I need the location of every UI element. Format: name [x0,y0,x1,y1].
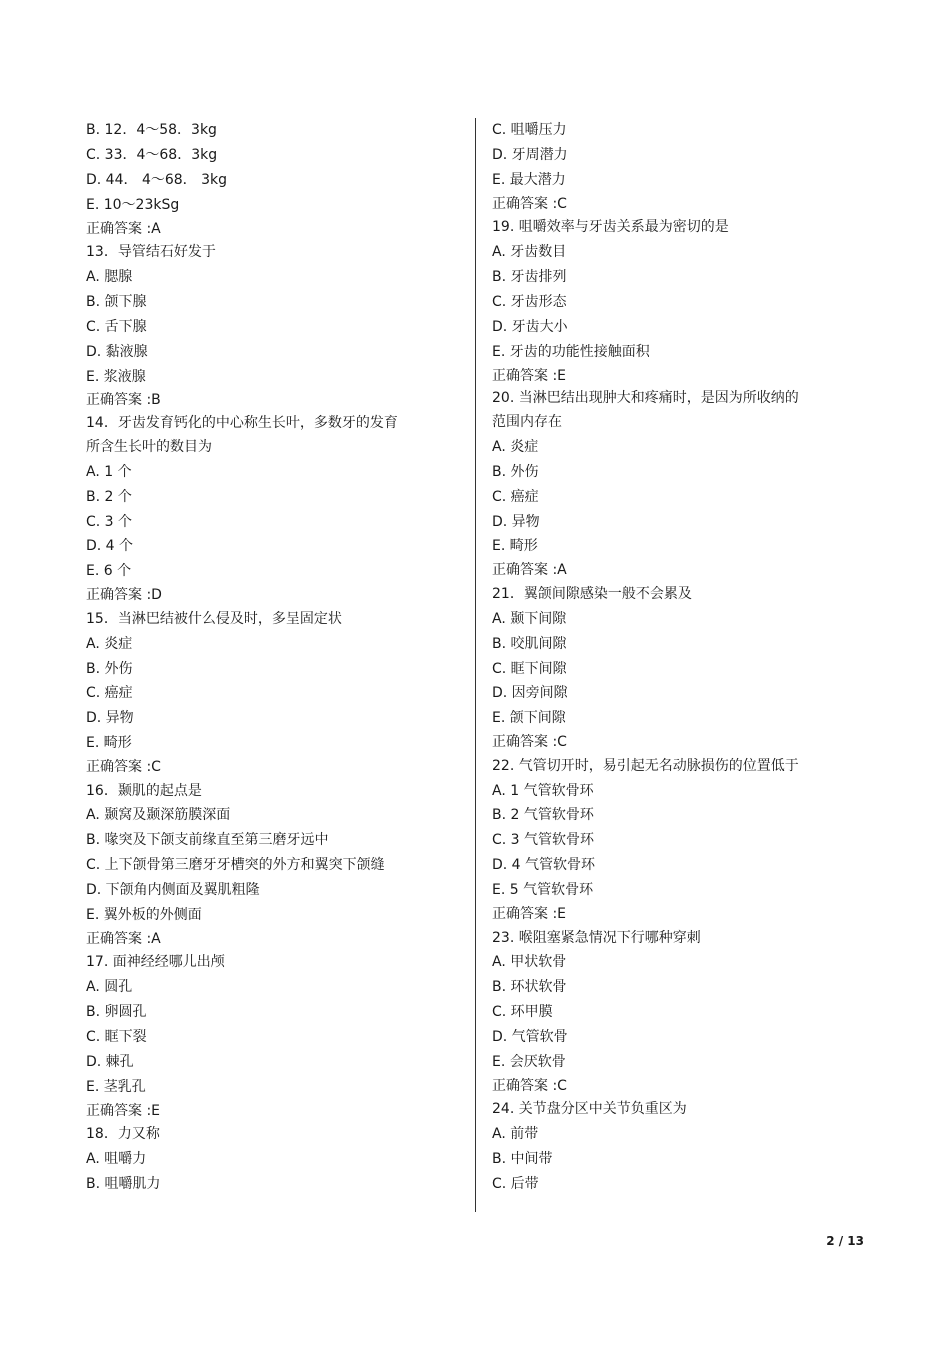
question-line: 21．翼颌间隙感染一般不会累及 [492,585,692,602]
answer-line: 正确答案 :C [492,195,567,212]
option-line: B. 12．4～58．3kg [86,122,217,138]
option-line: E. 5 气管软骨环 [492,882,594,899]
option-line: C. 舌下腺 [86,318,147,335]
option-line: B. 牙齿排列 [492,268,567,285]
option-line: C. 3 气管软骨环 [492,832,595,849]
option-line: E. 10～23kSg [86,196,180,213]
option-line: D. 黏液腺 [86,343,148,360]
question-line: 17. 面神经经哪儿出颅 [86,954,225,971]
option-line: A. 圆孔 [86,979,133,996]
answer-line: 正确答案 :A [86,220,161,237]
option-line: A. 颞下间隙 [492,610,567,627]
option-line: C. 33．4～68．3kg [86,146,218,163]
question-line: 16．颞肌的起点是 [86,782,202,799]
option-line: A. 前带 [492,1126,539,1143]
answer-line: 正确答案 :C [86,759,161,776]
option-line: C. 眶下间隙 [492,660,567,677]
option-line: B. 2 个 [86,488,132,505]
answer-line: 正确答案 :B [86,392,161,409]
option-line: D. 因旁间隙 [492,685,568,702]
option-line: D. 气管软骨 [492,1029,568,1046]
question-line: 24. 关节盘分区中关节负重区为 [492,1101,687,1118]
option-line: C. 癌症 [86,685,133,702]
option-line: A. 1 个 [86,463,132,480]
option-line: D. 4 个 [86,538,134,555]
answer-line: 正确答案 :D [86,587,162,604]
question-line: 所含生长叶的数目为 [86,438,212,455]
option-line: B. 咬肌间隙 [492,635,567,652]
column-divider [475,118,476,1212]
option-line: A. 炎症 [86,635,133,652]
option-line: B. 2 气管软骨环 [492,807,594,824]
option-line: A. 咀嚼力 [86,1151,147,1168]
option-line: D. 4 气管软骨环 [492,857,596,874]
option-line: C. 牙齿形态 [492,293,567,310]
option-line: A. 炎症 [492,438,539,455]
answer-line: 正确答案 :C [492,1077,567,1094]
option-line: C. 3 个 [86,513,133,530]
option-line: B. 环状软骨 [492,979,567,996]
option-line: C. 癌症 [492,488,539,505]
option-line: C. 上下颌骨第三磨牙牙槽突的外方和翼突下颌缝 [86,857,385,874]
question-line: 13．导管结石好发于 [86,244,216,261]
question-line: 18．力又称 [86,1126,160,1143]
option-line: B. 中间带 [492,1151,553,1168]
option-line: D. 牙周潜力 [492,146,568,163]
right-column [492,118,862,1197]
option-line: E. 最大潜力 [492,171,566,188]
option-line: E. 畸形 [86,735,132,752]
option-line: B. 颌下腺 [86,293,147,310]
answer-line: 正确答案 :E [492,367,567,384]
option-line: B. 咀嚼肌力 [86,1176,161,1193]
answer-line: 正确答案 :E [86,1102,161,1119]
option-line: A. 腮腺 [86,268,133,285]
option-line: E. 会厌软骨 [492,1054,566,1070]
page-number: 2 / 13 [826,1234,864,1248]
option-line: B. 喙突及下颌支前缘直至第三磨牙远中 [86,832,329,849]
answer-line: 正确答案 :C [492,734,567,751]
option-line: E. 浆液腺 [86,368,146,385]
option-line: E. 颌下间隙 [492,710,566,727]
question-line: 15．当淋巴结被什么侵及时，多呈固定状 [86,610,342,627]
option-line: A. 牙齿数目 [492,244,567,261]
question-line: 22. 气管切开时，易引起无名动脉损伤的位置低于 [492,757,799,774]
question-line: 23. 喉阻塞紧急情况下行哪种穿刺 [492,929,701,946]
option-line: A. 1 气管软骨环 [492,782,594,799]
option-line: C. 眶下裂 [86,1029,147,1046]
option-line: B. 卵圆孔 [86,1004,147,1021]
left-column [86,118,464,1197]
option-line: D. 牙齿大小 [492,318,568,335]
question-line: 20. 当淋巴结出现肿大和疼痛时，是因为所收纳的 [492,390,799,407]
question-line: 范围内存在 [492,414,562,431]
option-line: A. 甲状软骨 [492,954,567,971]
option-line: D. 下颌角内侧面及翼肌粗隆 [86,882,260,899]
option-line: A. 颞窝及颞深筋膜深面 [86,807,231,824]
option-line: D. 异物 [492,513,540,530]
option-line: B. 外伤 [86,660,133,677]
answer-line: 正确答案 :A [492,562,567,579]
option-line: E. 翼外板的外侧面 [86,907,202,924]
question-line: 19. 咀嚼效率与牙齿关系最为密切的是 [492,219,729,236]
option-line: D. 异物 [86,710,134,727]
option-line: C. 环甲膜 [492,1004,553,1021]
option-line: B. 外伤 [492,463,539,480]
answer-line: 正确答案 :A [86,930,161,947]
option-line: C. 咀嚼压力 [492,122,567,138]
option-line: E. 牙齿的功能性接触面积 [492,343,650,360]
answer-line: 正确答案 :E [492,906,567,923]
option-line: E. 6 个 [86,563,132,580]
option-line: D. 棘孔 [86,1054,134,1070]
option-line: E. 畸形 [492,538,538,555]
option-line: E. 茎乳孔 [86,1078,146,1095]
question-line: 14．牙齿发育钙化的中心称生长叶，多数牙的发育 [86,414,398,431]
option-line: D. 44． 4～68． 3kg [86,171,228,188]
option-line: C. 后带 [492,1176,539,1193]
